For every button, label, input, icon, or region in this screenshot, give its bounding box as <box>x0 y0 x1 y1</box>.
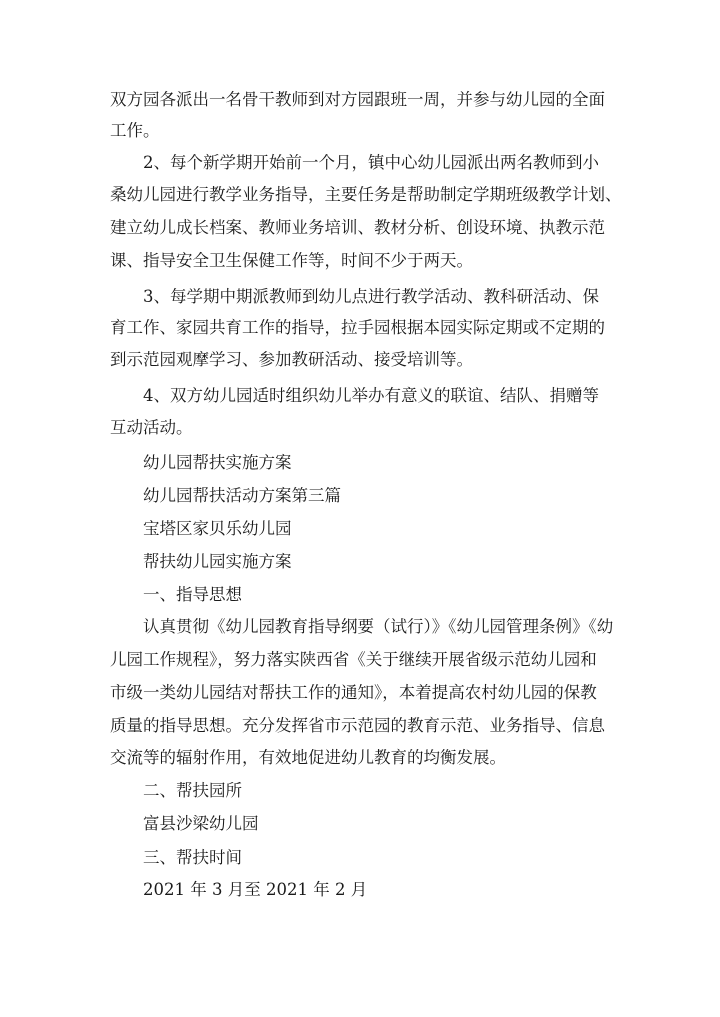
paragraph-line: 2021 年 3 月至 2021 年 2 月 <box>143 880 368 899</box>
paragraph-line: 建立幼儿成长档案、教师业务培训、教材分析、创设环境、执教示范 <box>110 218 605 237</box>
paragraph-line: 4、双方幼儿园适时组织幼儿举办有意义的联谊、结队、捐赠等 <box>143 386 599 405</box>
paragraph-line: 富县沙梁幼儿园 <box>143 814 259 833</box>
paragraph-line: 市级一类幼儿园结对帮扶工作的通知》，本着提高农村幼儿园的保教 <box>110 683 597 702</box>
paragraph-line: 认真贯彻《幼儿园教育指导纲要（试行）》《幼儿园管理条例》《幼 <box>143 617 614 636</box>
paragraph-line: 育工作、家园共育工作的指导，拉手园根据本园实际定期或不定期的 <box>110 318 605 337</box>
section-heading: 一、指导思想 <box>143 585 242 604</box>
heading-line: 幼儿园帮扶活动方案第三篇 <box>143 486 341 505</box>
paragraph-line: 交流等的辐射作用，有效地促进幼儿教育的均衡发展。 <box>110 748 506 767</box>
paragraph-line: 到示范园观摩学习、参加教研活动、接受培训等。 <box>110 350 473 369</box>
section-heading: 二、帮扶园所 <box>143 781 242 800</box>
paragraph-line: 双方园各派出一名骨干教师到对方园跟班一周，并参与幼儿园的全面 <box>110 90 605 109</box>
paragraph-line: 桑幼儿园进行教学业务指导，主要任务是帮助制定学期班级教学计划、 <box>110 185 622 204</box>
section-heading: 三、帮扶时间 <box>143 848 242 867</box>
paragraph-line: 2、每个新学期开始前一个月，镇中心幼儿园派出两名教师到小 <box>143 153 599 172</box>
paragraph-line: 课、指导安全卫生保健工作等，时间不少于两天。 <box>110 251 473 270</box>
paragraph-line: 互动活动。 <box>110 418 193 437</box>
paragraph-line: 工作。 <box>110 121 160 140</box>
heading-line: 幼儿园帮扶实施方案 <box>143 453 292 472</box>
heading-line: 帮扶幼儿园实施方案 <box>143 552 292 571</box>
heading-line: 宝塔区家贝乐幼儿园 <box>143 519 292 538</box>
paragraph-line: 3、每学期中期派教师到幼儿点进行教学活动、教科研活动、保 <box>143 287 599 306</box>
paragraph-line: 儿园工作规程》，努力落实陕西省《关于继续开展省级示范幼儿园和 <box>110 650 597 669</box>
paragraph-line: 质量的指导思想。充分发挥省市示范园的教育示范、业务指导、信息 <box>110 716 605 735</box>
